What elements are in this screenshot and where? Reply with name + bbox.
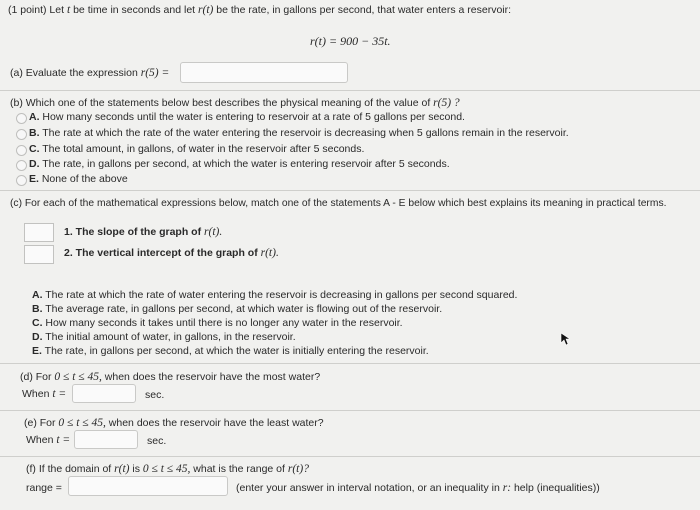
statement-d: [32, 331, 296, 344]
intro-text: be time in seconds and let: [73, 4, 196, 16]
match-item-label: 1. The slope of the graph of: [64, 226, 202, 238]
option-key: A.: [29, 111, 40, 123]
hint-text: (enter your answer in interval notation, or an inequality in: [236, 482, 500, 494]
part-d-unit: sec.: [145, 389, 165, 401]
part-e-range: 0 ≤ t ≤ 45,: [58, 417, 106, 429]
match-item-expr: r(t).: [260, 247, 279, 259]
var-t: t: [66, 4, 71, 16]
option-e: [29, 173, 128, 186]
part-f-prompt: [26, 463, 309, 476]
statement-key: E.: [32, 345, 42, 357]
part-d-answer-input[interactable]: [72, 384, 136, 403]
part-e-unit: sec.: [147, 435, 167, 447]
part-a-label: (a) Evaluate the expression: [10, 67, 138, 79]
radio-option-c[interactable]: [16, 145, 27, 156]
option-text: None of the above: [41, 173, 128, 185]
match-select-1[interactable]: [24, 223, 54, 242]
part-f-is: is: [132, 463, 140, 475]
divider: [0, 363, 700, 364]
help-inequalities-link[interactable]: help (inequalities)): [513, 482, 600, 494]
part-a-answer-input[interactable]: [180, 62, 348, 83]
statement-text: The average rate, in gallons per second, at which water is flowing out of the reservoir.: [45, 303, 443, 315]
option-key: C.: [29, 143, 40, 155]
statement-key: D.: [32, 331, 43, 343]
option-text: The rate at which the rate of the water entering the reservoir is decreasing when 5 gallons remain in the reservoir.: [42, 127, 569, 139]
option-key: D.: [29, 158, 40, 170]
statement-text: The rate, in gallons per second, at which the water is initially entering the reservoir.: [44, 345, 429, 357]
cursor-icon: [560, 332, 570, 346]
divider: [0, 456, 700, 457]
r-of-t: r(t): [114, 463, 130, 475]
part-f-question: what is the range of: [193, 463, 285, 475]
match-select-2[interactable]: [24, 245, 54, 264]
match-item-2: [64, 247, 279, 260]
option-text: The rate, in gallons per second, at which the water is entering reservoir after 5 seconds.: [42, 158, 450, 170]
part-f-range-label: range =: [26, 482, 62, 494]
option-a: [29, 111, 465, 124]
part-d-label: (d) For: [20, 371, 52, 383]
statement-c: [32, 317, 403, 330]
match-item-label: 2. The vertical intercept of the graph of: [64, 247, 258, 259]
when-label: When: [22, 388, 50, 400]
part-b-prompt: [10, 97, 460, 110]
part-a-prompt: [10, 67, 169, 80]
problem-intro: [8, 4, 511, 17]
intro-text: be the rate, in gallons per second, that water enters a reservoir:: [216, 4, 512, 16]
part-f-answer-input[interactable]: [68, 476, 228, 496]
statement-key: A.: [32, 289, 43, 301]
r-of-t: r(t): [198, 4, 214, 16]
statement-text: The initial amount of water, in gallons, in the reservoir.: [45, 331, 296, 343]
statement-b: [32, 303, 442, 316]
option-d: [29, 158, 450, 171]
when-label: When: [26, 434, 54, 446]
part-a-expr: r(5) =: [140, 67, 170, 79]
option-text: The total amount, in gallons, of water in the reservoir after 5 seconds.: [42, 143, 365, 155]
option-key: E.: [29, 173, 39, 185]
part-d-prompt: [20, 371, 320, 384]
part-d-question: when does the reservoir have the most water?: [104, 371, 321, 383]
part-d-when: [22, 388, 66, 401]
radio-option-b[interactable]: [16, 129, 27, 140]
when-var: t =: [52, 388, 67, 400]
radio-option-e[interactable]: [16, 175, 27, 186]
statement-key: C.: [32, 317, 43, 329]
part-b-expr: r(5) ?: [433, 97, 460, 109]
option-b: [29, 127, 569, 140]
part-e-when: [26, 434, 70, 447]
match-item-1: [64, 226, 222, 239]
part-f-hint: [236, 482, 600, 495]
part-f-label: (f) If the domain of: [26, 463, 112, 475]
match-item-expr: r(t).: [204, 226, 223, 238]
option-key: B.: [29, 127, 40, 139]
radio-option-d[interactable]: [16, 160, 27, 171]
part-f-range: 0 ≤ t ≤ 45,: [142, 463, 191, 475]
statement-key: B.: [32, 303, 43, 315]
part-b-label: (b) Which one of the statements below best describes the physical meaning of the value of: [10, 97, 431, 109]
divider: [0, 190, 700, 191]
part-e-question: when does the reservoir have the least water?: [108, 417, 324, 429]
statement-text: How many seconds it takes until there is no longer any water in the reservoir.: [45, 317, 403, 329]
statement-a: [32, 289, 517, 302]
part-e-label: (e) For: [24, 417, 56, 429]
statement-e: [32, 345, 429, 358]
part-e-prompt: [24, 417, 324, 430]
divider: [0, 90, 700, 91]
statement-text: The rate at which the rate of water entering the reservoir is decreasing in gallons per second squared.: [45, 289, 518, 301]
option-text: How many seconds until the water is entering to reservoir at a rate of 5 gallons per second.: [42, 111, 465, 123]
r-of-t: r(t)?: [287, 463, 309, 475]
radio-option-a[interactable]: [16, 113, 27, 124]
intro-text: (1 point) Let: [8, 4, 65, 16]
rate-formula: r(t) = 900 − 35t.: [310, 34, 391, 48]
hint-var: r:: [502, 482, 512, 494]
when-var: t =: [56, 434, 71, 446]
part-d-range: 0 ≤ t ≤ 45,: [54, 371, 102, 383]
option-c: [29, 143, 364, 156]
part-e-answer-input[interactable]: [74, 430, 138, 449]
part-c-prompt: (c) For each of the mathematical expressions below, match one of the statements A - E below which best explains its meaning in practical terms.: [10, 198, 667, 209]
divider: [0, 410, 700, 411]
